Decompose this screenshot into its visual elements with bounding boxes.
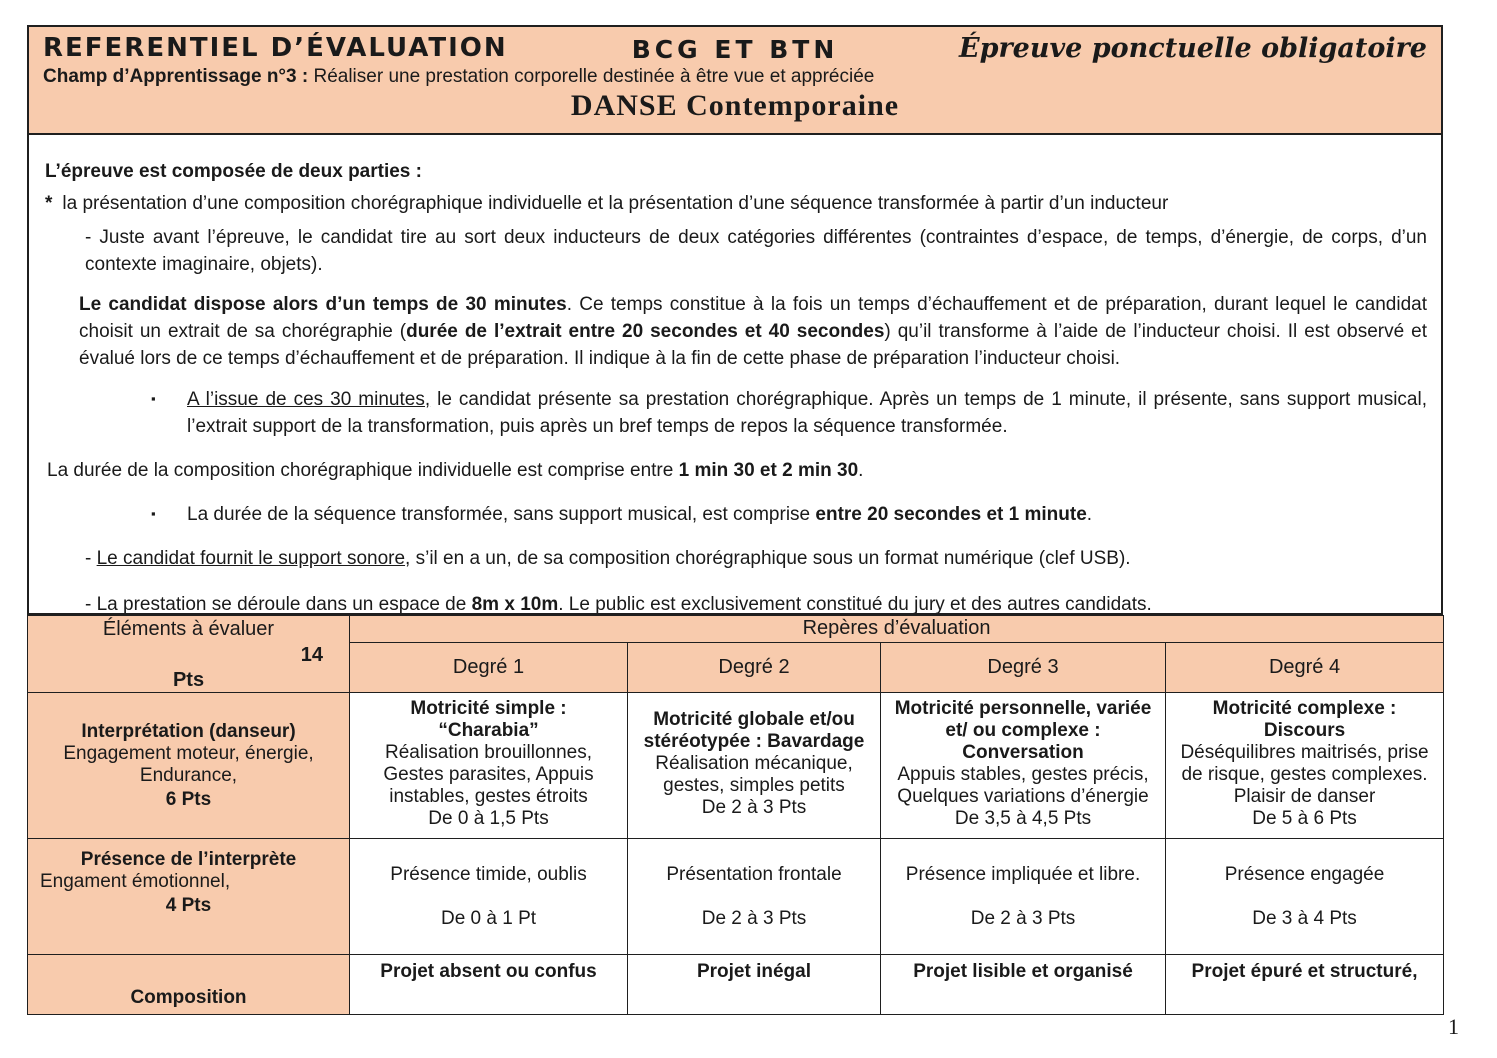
learning-field-text: Réaliser une prestation corporelle destinée à être vue et appréciée	[313, 66, 875, 87]
cell-interpretation-degree4: Motricité complexe : Discours Déséquilibres maitrisés, prise de risque, gestes complexes. Plaisir de danser De 5 à 6 Pts	[1166, 693, 1444, 839]
document-title: REFERENTIEL D’ÉVALUATION	[43, 33, 508, 63]
degree-1-header: Degré 1	[350, 642, 628, 692]
table-row-composition	[28, 955, 1444, 1015]
intro-inductors-paragraph: - Juste avant l’épreuve, le candidat tire au sort deux inducteurs de deux catégories différentes (contraintes d’espace, de temps, d’énergie, de corps, d’un contexte imaginaire, objets).	[85, 226, 1427, 275]
exam-type: Épreuve ponctuelle obligatoire	[958, 33, 1427, 64]
page-number: 1	[1448, 1014, 1459, 1039]
points-range: De 2 à 3 Pts	[701, 797, 807, 818]
cell-composition-degree3: Projet lisible et organisé	[881, 955, 1166, 1015]
elements-label: Éléments à évaluer	[102, 618, 275, 640]
bullet-item-2: ▪ La durée de la séquence transformée, sans support musical, est comprise entre 20 secondes et 1 minute.	[151, 502, 1427, 529]
points-range: De 3 à 4 Pts	[1252, 907, 1357, 929]
bullet-icon: ▪	[151, 505, 156, 521]
cell-presence-degree4: Présence engagée De 3 à 4 Pts	[1166, 839, 1444, 955]
criterion-composition: Composition	[28, 955, 350, 1015]
learning-field-label: Champ d’Apprentissage n°3 :	[43, 66, 309, 87]
bullet-icon: ▪	[151, 390, 156, 406]
table-row-interpretation	[28, 693, 1444, 839]
points-label: Pts	[172, 669, 205, 691]
points-range: De 0 à 1,5 Pts	[428, 808, 549, 829]
cell-interpretation-degree3: Motricité personnelle, variée et/ ou complexe : Conversation Appuis stables, gestes précis, Quelques variations d’énergie De 3,5 à 4,5 Pts	[881, 693, 1166, 839]
header-row-1	[43, 33, 1427, 64]
points-range: De 2 à 3 Pts	[701, 907, 807, 929]
cell-composition-degree2: Projet inégal	[628, 955, 881, 1015]
cell-presence-degree3: Présence impliquée et libre. De 2 à 3 Pts	[881, 839, 1166, 955]
cell-presence-degree2: Présentation frontale De 2 à 3 Pts	[628, 839, 881, 955]
intro-part-line: * la présentation d’une composition chorégraphique individuelle et la présentation d’une séquence transformée à partir d’un inducteur	[45, 192, 1169, 214]
sound-support-line: - Le candidat fournit le support sonore, s’il en a un, de sa composition chorégraphique sous un format numérique (clef USB).	[85, 547, 1131, 569]
table-row-presence	[28, 839, 1444, 955]
intro-heading: L’épreuve est composée de deux parties :	[45, 161, 422, 182]
cell-presence-degree1: Présence timide, oublis De 0 à 1 Pt	[350, 839, 628, 955]
points-range: De 3,5 à 4,5 Pts	[954, 808, 1092, 829]
space-line: - La prestation se déroule dans un espace de 8m x 10m. Le public est exclusivement constitué du jury et des autres candidats.	[85, 593, 1152, 615]
points-range: De 0 à 1 Pt	[440, 907, 537, 929]
degree-3-header: Degré 3	[881, 642, 1166, 692]
cell-composition-degree4: Projet épuré et structuré,	[1166, 955, 1444, 1015]
criterion-presence: Présence de l’interprète Engament émotionnel, 4 Pts	[28, 839, 350, 955]
activity-title: DANSE Contemporaine	[570, 89, 900, 122]
cell-interpretation-degree1: Motricité simple : “Charabia” Réalisation brouillonnes, Gestes parasites, Appuis instables, gestes étroits De 0 à 1,5 Pts	[350, 693, 628, 839]
reperes-header-cell: Repères d’évaluation	[350, 616, 1444, 643]
exam-codes: BCG ET BTN	[631, 35, 839, 64]
evaluation-rubric-table	[27, 615, 1443, 1015]
elements-header-cell	[28, 616, 350, 693]
intro-section	[27, 135, 1443, 615]
degree-2-header: Degré 2	[628, 642, 881, 692]
intro-30min-paragraph: Le candidat dispose alors d’un temps de 30 minutes. Ce temps constitue à la fois un temps d’échauffement et de préparation, durant lequel le candidat choisit un extrait de sa chorégraphie (durée de l’extrait entre 20 secondes et 40 secondes) qu’il transforme à l’aide de l’inducteur choisi. Il est observé et évalué lors de ce temps d’échauffement et de préparation. Il indique à la fin de cette phase de préparation l’inducteur choisi.	[79, 293, 1428, 369]
bullet-item-1: ▪ A l’issue de ces 30 minutes, le candidat présente sa prestation chorégraphique. Après un temps de 1 minute, il présente, sans support musical, l’extrait support de la transformation, puis après un bref temps de repos la séquence transformée.	[151, 387, 1427, 441]
points-range: De 5 à 6 Pts	[1252, 808, 1357, 829]
degree-4-header: Degré 4	[1166, 642, 1444, 692]
cell-composition-degree1: Projet absent ou confus	[350, 955, 628, 1015]
duration-composition-line: La durée de la composition chorégraphique individuelle est comprise entre 1 min 30 et 2 min 30.	[47, 459, 864, 481]
header-banner	[27, 25, 1443, 135]
asterisk-marker: *	[45, 192, 53, 214]
cell-interpretation-degree2: Motricité globale et/ou stéréotypée : Bavardage Réalisation mécanique, gestes, simples petits De 2 à 3 Pts	[628, 693, 881, 839]
criterion-interpretation: Interprétation (danseur) Engagement moteur, énergie, Endurance, 6 Pts	[28, 693, 350, 839]
learning-field-line	[43, 66, 1427, 88]
points-range: De 2 à 3 Pts	[970, 907, 1076, 929]
total-points: 14	[300, 644, 323, 666]
